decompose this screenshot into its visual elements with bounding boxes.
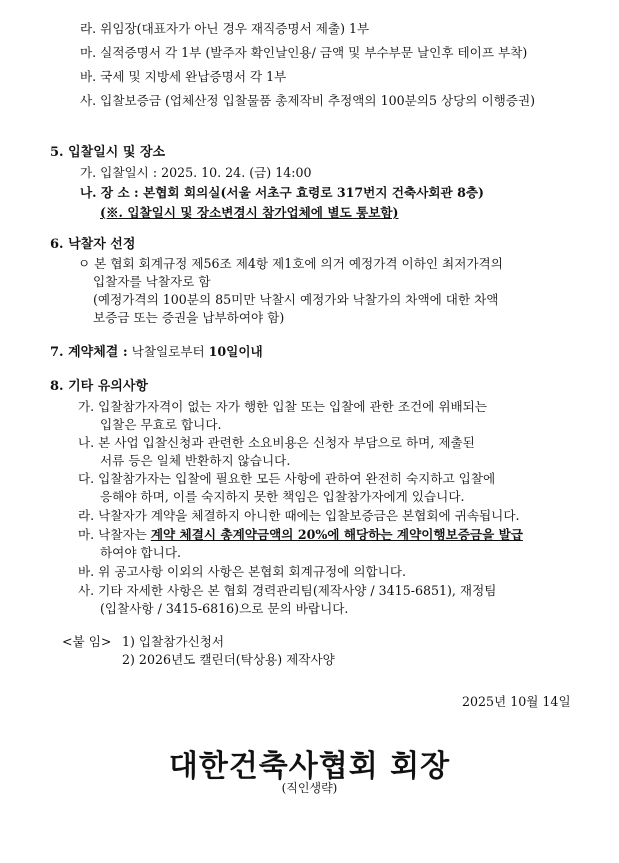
section-6-heading: 6. 낙찰자 선정 bbox=[50, 237, 136, 252]
selection-line-4: 보증금 또는 증권을 납부하여야 함) bbox=[93, 310, 285, 325]
selection-line-3: (예정가격의 100분의 85미만 낙찰시 예정가와 낙찰가의 차액에 대한 차액 bbox=[93, 292, 499, 307]
selection-line-1: ㅇ 본 협회 회계규정 제56조 제4항 제1호에 의거 예정가격 이하인 최저가격의 bbox=[78, 256, 503, 271]
notice-sa-2: (입찰사항 / 3415-6816)으로 문의 바랍니다. bbox=[100, 601, 349, 616]
contract-days: 10일이내 bbox=[208, 344, 263, 359]
notice-ga-2: 입찰은 무효로 합니다. bbox=[100, 417, 222, 432]
notice-da-2: 응해야 하며, 이를 숙지하지 못한 책임은 입찰참가자에게 있습니다. bbox=[100, 489, 465, 504]
notice-ga-1: 가. 입찰참가자격이 없는 자가 행한 입찰 또는 입찰에 관한 조건에 위배되는 bbox=[78, 399, 488, 414]
notice-ma-1 bbox=[78, 526, 523, 544]
attachment-label: <붙 임> bbox=[62, 634, 112, 649]
bid-datetime: 가. 입찰일시 : 2025. 10. 24. (금) 14:00 bbox=[80, 165, 312, 180]
doc-item-ra: 라. 위임장(대표자가 아닌 경우 재직증명서 제출) 1부 bbox=[80, 21, 370, 36]
doc-item-ba: 바. 국세 및 지방세 완납증명서 각 1부 bbox=[80, 69, 287, 84]
notice-ba: 바. 위 공고사항 이외의 사항은 본협회 회계규정에 의합니다. bbox=[78, 564, 407, 579]
section-7-heading: 7. 계약체결 : bbox=[50, 345, 128, 360]
contract-text: 낙찰일로부터 bbox=[127, 344, 209, 359]
notice-na-2: 서류 등은 일체 반환하지 않습니다. bbox=[100, 453, 291, 468]
section-5-heading: 5. 입찰일시 및 장소 bbox=[50, 145, 166, 160]
selection-line-2: 입찰자를 낙찰자로 함 bbox=[93, 274, 211, 289]
notice-ra: 라. 낙찰자가 계약을 체결하지 아니한 때에는 입찰보증금은 본협회에 귀속됩니다. bbox=[78, 508, 520, 523]
notice-ma-prefix: 마. 낙찰자는 bbox=[78, 527, 151, 542]
notice-ma-2: 하여야 합니다. bbox=[100, 545, 181, 560]
issuer-title: 대한건축사협회 회장 bbox=[168, 749, 451, 784]
attachment-item-2: 2) 2026년도 캘린더(탁상용) 제작사양 bbox=[122, 652, 335, 667]
announcement-date: 2025년 10월 14일 bbox=[462, 694, 571, 709]
notice-na-1: 나. 본 사업 입찰신청과 관련한 소요비용은 신청자 부담으로 하며, 제출된 bbox=[78, 435, 475, 450]
section-7 bbox=[50, 343, 263, 362]
notice-sa-1: 사. 기타 자세한 사항은 본 협회 경력관리팀(제작사양 / 3415-6851), 재정팀 bbox=[78, 583, 497, 598]
attachment-item-1: 1) 입찰참가신청서 bbox=[122, 634, 225, 649]
bid-change-note: (※. 입찰일시 및 장소변경시 참가업체에 별도 통보함) bbox=[100, 205, 399, 220]
doc-item-ma: 마. 실적증명서 각 1부 (발주자 확인날인용/ 금액 및 부수부문 날인후 테이프 부착) bbox=[80, 45, 528, 60]
section-8-heading: 8. 기타 유의사항 bbox=[50, 379, 148, 394]
doc-item-sa: 사. 입찰보증금 (업체산정 입찰물품 총제작비 추정액의 100분의5 상당의 이행증권) bbox=[80, 93, 536, 108]
bid-location: 나. 장 소 : 본협회 회의실(서울 서초구 효령로 317번지 건축사회관 8층) bbox=[80, 185, 484, 200]
notice-da-1: 다. 입찰참가자는 입찰에 필요한 모든 사항에 관하여 완전히 숙지하고 입찰에 bbox=[78, 471, 496, 486]
seal-omitted-note: (직인생략) bbox=[281, 781, 338, 795]
notice-ma-emphasis: 계약 체결시 총계약금액의 20%에 해당하는 계약이행보증금을 발급 bbox=[150, 527, 523, 542]
